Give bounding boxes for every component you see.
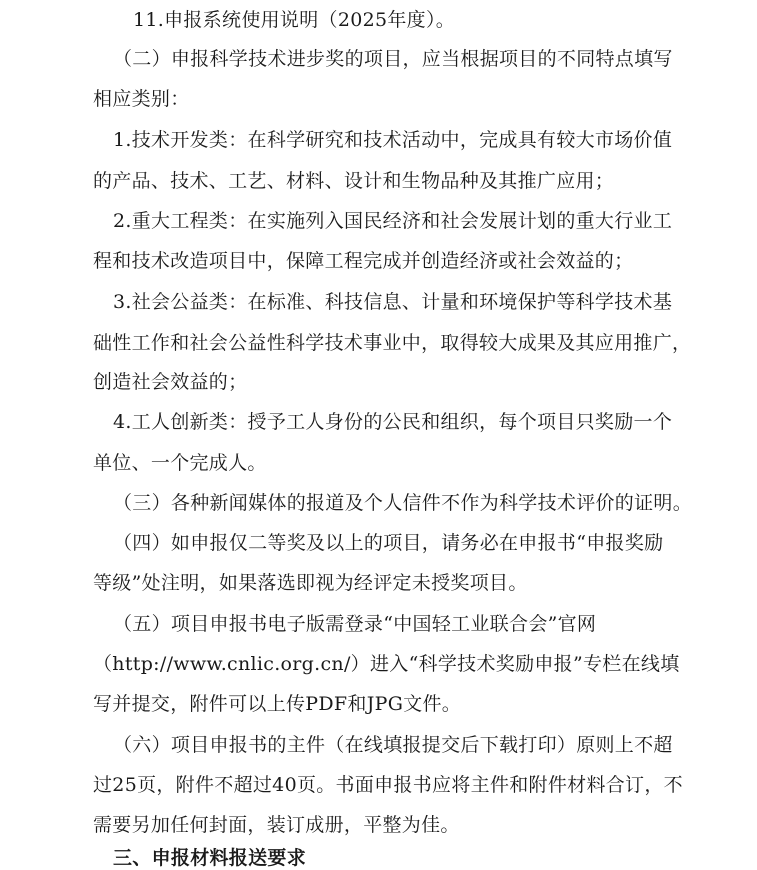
major-eng-line-2: 程和技术改造项目中，保障工程完成并创造经济或社会效益的； <box>93 250 634 272</box>
paragraph-5-line-3: 写并提交，附件可以上传PDF和JPG文件。 <box>93 693 462 715</box>
paragraph-3-line-1: （三）各种新闻媒体的报道及个人信件不作为科学技术评价的证明。 <box>113 492 693 514</box>
paragraph-2-line-2: 相应类别： <box>93 88 190 110</box>
worker-innovation-line-1: 4.工人创新类：授予工人身份的公民和组织，每个项目只奖励一个 <box>113 411 673 433</box>
paragraph-4-line-1: （四）如申报仅二等奖及以上的项目，请务必在申报书“申报奖励 <box>113 532 664 554</box>
public-welfare-line-3: 创造社会效益的； <box>93 371 248 393</box>
paragraph-6-line-2: 过25页，附件不超过40页。书面申报书应将主件和附件材料合订，不 <box>93 774 683 796</box>
paragraph-6-line-3: 需要另加任何封面，装订成册，平整为佳。 <box>93 814 460 836</box>
paragraph-5-line-1: （五）项目申报书电子版需登录“中国轻工业联合会”官网 <box>113 613 597 635</box>
major-eng-line-1: 2.重大工程类：在实施列入国民经济和社会发展计划的重大行业工 <box>113 210 673 232</box>
worker-innovation-line-2: 单位、一个完成人。 <box>93 452 267 474</box>
tech-dev-line-1: 1.技术开发类：在科学研究和技术活动中，完成具有较大市场价值 <box>113 129 673 151</box>
list-item-system-guide: 11.申报系统使用说明（2025年度）。 <box>133 9 456 31</box>
paragraph-4-line-2: 等级”处注明，如果落选即视为经评定未授奖项目。 <box>93 572 528 594</box>
section-heading: 三、申报材料报送要求 <box>113 847 307 869</box>
public-welfare-line-2: 础性工作和社会公益性科学技术事业中，取得较大成果及其应用推广， <box>93 332 692 354</box>
tech-dev-line-2: 的产品、技术、工艺、材料、设计和生物品种及其推广应用； <box>93 170 615 192</box>
public-welfare-line-1: 3.社会公益类：在标准、科技信息、计量和环境保护等科学技术基 <box>113 291 673 313</box>
paragraph-6-line-1: （六）项目申报书的主件（在线填报提交后下载打印）原则上不超 <box>113 734 673 756</box>
paragraph-2-line-1: （二）申报科学技术进步奖的项目，应当根据项目的不同特点填写 <box>113 48 673 70</box>
paragraph-5-line-2: （http://www.cnlic.org.cn/）进入“科学技术奖励申报”专栏在线填 <box>93 653 680 675</box>
